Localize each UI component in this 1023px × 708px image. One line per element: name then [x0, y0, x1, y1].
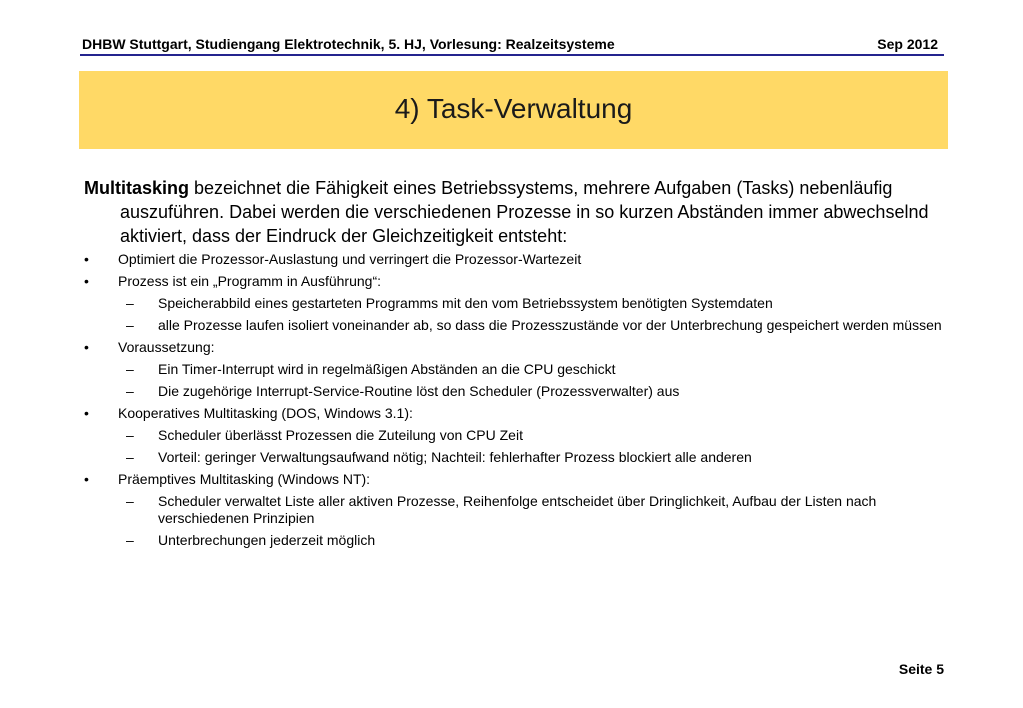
sub-bullet-text: Die zugehörige Interrupt-Service-Routine löst den Scheduler (Prozessverwalter) aus	[158, 383, 680, 399]
sub-bullet-item	[118, 317, 944, 334]
slide-header	[80, 34, 944, 56]
intro-term: Multitasking	[84, 178, 190, 198]
sub-bullet-item	[118, 532, 944, 549]
bullet-mark: •	[84, 339, 89, 355]
sub-bullet-mark: –	[126, 532, 134, 548]
bullet-list	[84, 251, 944, 549]
bullet-text: Kooperatives Multitasking (DOS, Windows 3.1):	[118, 405, 413, 421]
sub-bullet-list	[118, 427, 944, 466]
header-course-info: DHBW Stuttgart, Studiengang Elektrotechnik, 5. HJ, Vorlesung: Realzeitsysteme	[82, 36, 615, 52]
sub-bullet-text: Vorteil: geringer Verwaltungsaufwand nötig; Nachteil: fehlerhafter Prozess blockiert alle anderen	[158, 449, 752, 465]
bullet-item	[84, 471, 944, 549]
bullet-mark: •	[84, 273, 89, 289]
sub-bullet-text: Scheduler überlässt Prozessen die Zuteilung von CPU Zeit	[158, 427, 523, 443]
sub-bullet-item	[118, 295, 944, 312]
bullet-mark: •	[84, 471, 89, 487]
sub-bullet-text: Speicherabbild eines gestarteten Programms mit den vom Betriebssystem benötigten Systemdaten	[158, 295, 773, 311]
sub-bullet-item	[118, 427, 944, 444]
sub-bullet-item	[118, 449, 944, 466]
sub-bullet-text: Unterbrechungen jederzeit möglich	[158, 532, 376, 548]
sub-bullet-mark: –	[126, 427, 134, 443]
sub-bullet-list	[118, 493, 944, 549]
header-date: Sep 2012	[877, 36, 938, 52]
sub-bullet-mark: –	[126, 383, 134, 399]
sub-bullet-item	[118, 493, 944, 527]
sub-bullet-list	[118, 361, 944, 400]
bullet-item	[84, 251, 944, 268]
sub-bullet-item	[118, 383, 944, 400]
bullet-text: Voraussetzung:	[118, 339, 215, 355]
title-banner	[79, 71, 948, 149]
bullet-mark: •	[84, 251, 89, 267]
intro-text: bezeichnet die Fähigkeit eines Betriebssystems, mehrere Aufgaben (Tasks) nebenläufig auszuführen. Dabei werden die verschiedenen Prozesse in so kurzen Abständen immer abwechselnd aktiviert, dass der Eindruck der Gleichzeitigkeit entsteht:	[120, 178, 929, 246]
bullet-item	[84, 273, 944, 334]
bullet-mark: •	[84, 405, 89, 421]
sub-bullet-item	[118, 361, 944, 378]
slide-content	[84, 176, 944, 554]
page-number: Seite 5	[898, 661, 944, 677]
sub-bullet-mark: –	[126, 317, 134, 333]
sub-bullet-text: Scheduler verwaltet Liste aller aktiven Prozesse, Reihenfolge entscheidet über Dringlichkeit, Aufbau der Listen nach verschiedenen Prinzipien	[158, 493, 877, 526]
sub-bullet-mark: –	[126, 361, 134, 377]
sub-bullet-text: Ein Timer-Interrupt wird in regelmäßigen Abständen an die CPU geschickt	[158, 361, 616, 377]
sub-bullet-text: alle Prozesse laufen isoliert voneinander ab, so dass die Prozesszustände vor der Unterbrechung gespeichert werden müssen	[158, 317, 942, 333]
bullet-item	[84, 339, 944, 400]
sub-bullet-list	[118, 295, 944, 334]
bullet-text: Prozess ist ein „Programm in Ausführung“:	[118, 273, 381, 289]
sub-bullet-mark: –	[126, 493, 134, 509]
sub-bullet-mark: –	[126, 449, 134, 465]
slide-title: 4) Task-Verwaltung	[394, 93, 633, 124]
bullet-text: Präemptives Multitasking (Windows NT):	[118, 471, 371, 487]
bullet-text: Optimiert die Prozessor-Auslastung und verringert die Prozessor-Wartezeit	[118, 251, 582, 267]
intro-paragraph	[84, 176, 944, 248]
bullet-item	[84, 405, 944, 466]
sub-bullet-mark: –	[126, 295, 134, 311]
